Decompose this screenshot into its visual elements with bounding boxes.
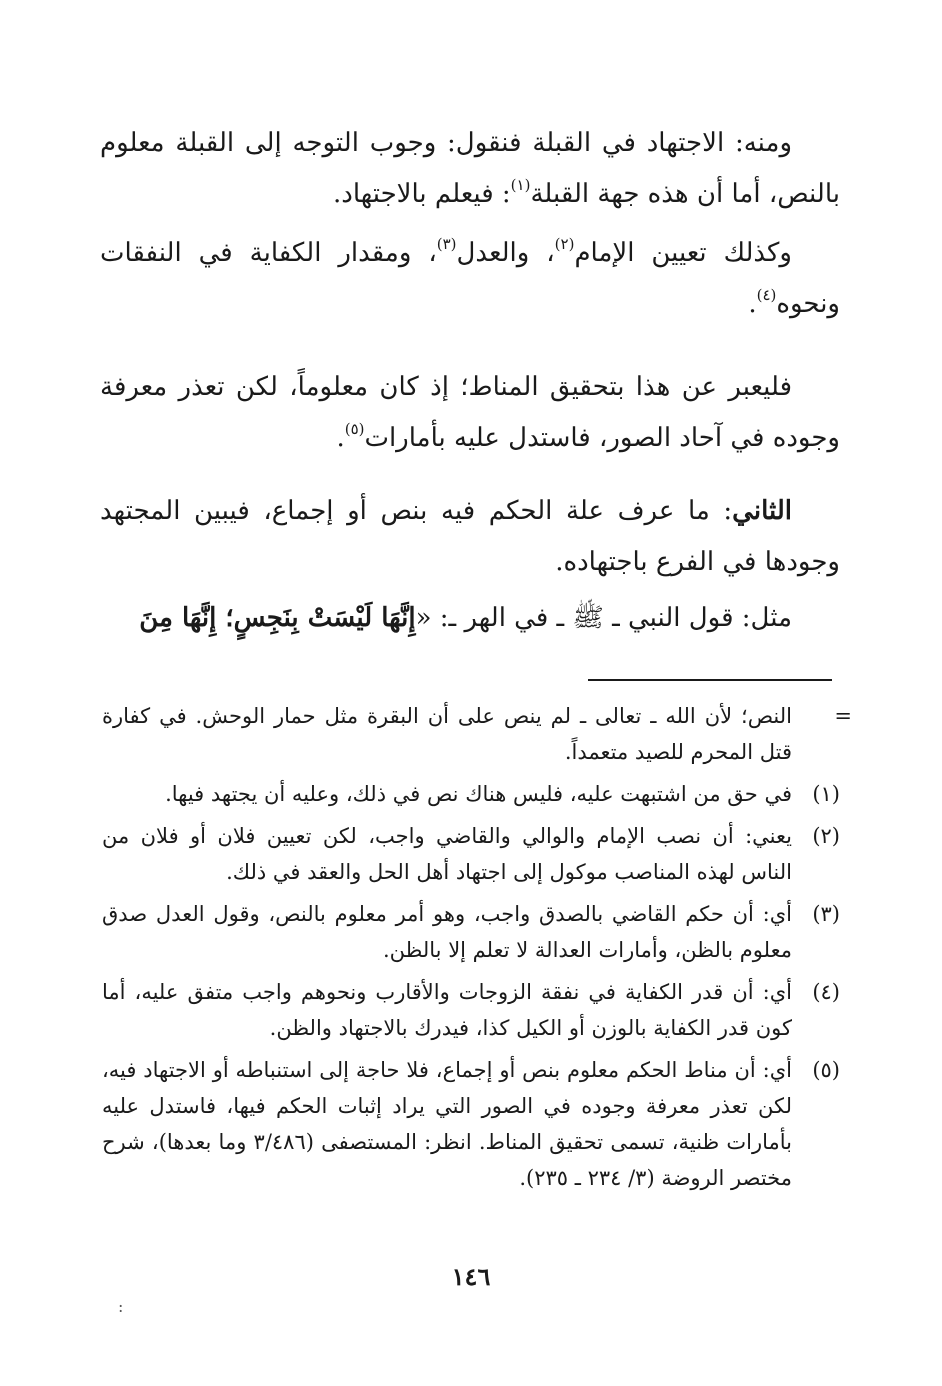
footnote-number: (٣) bbox=[812, 902, 840, 926]
footnote-ref-1[interactable]: (١) bbox=[510, 176, 531, 194]
paragraph-text: ومنه: الاجتهاد في القبلة فنقول: وجوب التوجه إلى القبلة معلوم بالنص، أما أن هذه جهة القبلة bbox=[100, 128, 840, 209]
footnote-text: النص؛ لأن الله ـ تعالى ـ لم ينص على أن البقرة مثل حمار الوحش. في كفارة قتل المحرم للصيد متعمداً. bbox=[102, 704, 792, 764]
page-number: ١٤٦ bbox=[451, 1262, 491, 1291]
footnote-text: أي: أن حكم القاضي بالصدق واجب، وهو أمر معلوم بالنص، وقول العدل صدق معلوم بالظن، وأمارات العدالة لا تعلم إلا بالظن. bbox=[102, 902, 792, 962]
footnote-number: (١) bbox=[812, 782, 840, 806]
footnote-ref-4[interactable]: (٤) bbox=[756, 286, 777, 304]
paragraph-text: مثل: قول النبي ـ ﷺ ـ في الهر ـ: « bbox=[415, 603, 792, 633]
hadith-quote: إِنَّهَا لَيْسَتْ بِنَجِسٍ؛ إِنَّهَا مِنَ bbox=[139, 603, 416, 633]
section-heading: الثاني bbox=[732, 496, 792, 526]
paragraph-example bbox=[100, 593, 840, 644]
footnote-continuation bbox=[102, 698, 852, 770]
paragraph-tahqiq-almanat bbox=[100, 362, 840, 464]
footnote-ref-3[interactable]: (٣) bbox=[436, 235, 457, 253]
footnote-text: أي: أن قدر الكفاية في نفقة الزوجات والأقارب ونحوهم واجب متفق عليه، أما كون قدر الكفاية بالوزن أو الكيل كذا، فيدرك بالاجتهاد والظن. bbox=[102, 980, 792, 1040]
footnote-2 bbox=[102, 818, 840, 890]
paragraph-text: وكذلك تعيين الإمام bbox=[574, 238, 792, 268]
footnote-ref-5[interactable]: (٥) bbox=[344, 420, 365, 438]
footnote-text: في حق من اشتبهت عليه، فليس هناك نص في ذلك، وعليه أن يجتهد فيها. bbox=[165, 782, 792, 806]
footnote-text: يعني: أن نصب الإمام والوالي والقاضي واجب، لكن تعيين فلان أو فلان من الناس لهذه المناصب موكول إلى اجتهاد أهل الحل والعقد في ذلك. bbox=[102, 824, 792, 884]
footnote-number: (٥) bbox=[812, 1058, 840, 1082]
footnote-text: أي: أن مناط الحكم معلوم بنص أو إجماع، فلا حاجة إلى استنباطه أو الاجتهاد فيه، لكن تعذر معرفة وجوده في الصور التي يراد إثبات الحكم فيها، فاستدل عليه بأمارات ظنية، تسمى تحقيق المناط. انظر: المستصفى (٣/٤٨٦ وما بعدها)، شرح مختصر الروضة (٣/ ٢٣٤ ـ ٢٣٥). bbox=[102, 1058, 792, 1190]
paragraph-tail: . bbox=[748, 289, 757, 319]
paragraph-text: فليعبر عن هذا بتحقيق المناط؛ إذ كان معلوماً، لكن تعذر معرفة وجوده في آحاد الصور، فاستدل عليه بأمارات bbox=[100, 372, 840, 453]
paragraph-text: : ما عرف علة الحكم فيه بنص أو إجماع، فيبين المجتهد وجودها في الفرع باجتهاده. bbox=[100, 496, 840, 577]
footnote-number: (٤) bbox=[812, 980, 840, 1004]
continuation-mark: = bbox=[834, 704, 852, 728]
footnote-4 bbox=[102, 974, 840, 1046]
main-text bbox=[100, 118, 840, 644]
paragraph-second bbox=[100, 486, 840, 588]
footnotes bbox=[102, 698, 852, 1202]
footnote-3 bbox=[102, 896, 840, 968]
footnote-1 bbox=[102, 776, 840, 812]
paragraph-text: ، والعدل bbox=[456, 238, 555, 268]
paragraph-text: ، ومقدار الكفاية في النفقات ونحوه bbox=[100, 238, 840, 319]
footnote-divider bbox=[588, 679, 832, 681]
bottom-marks: : bbox=[118, 1297, 124, 1316]
footnote-number: (٢) bbox=[812, 824, 840, 848]
footnote-5 bbox=[102, 1052, 840, 1196]
paragraph-qibla bbox=[100, 118, 840, 220]
paragraph-tail: . bbox=[336, 423, 345, 453]
paragraph-imam bbox=[100, 228, 840, 330]
paragraph-tail: : فيعلم بالاجتهاد. bbox=[332, 179, 511, 209]
footnote-ref-2[interactable]: (٢) bbox=[554, 235, 575, 253]
